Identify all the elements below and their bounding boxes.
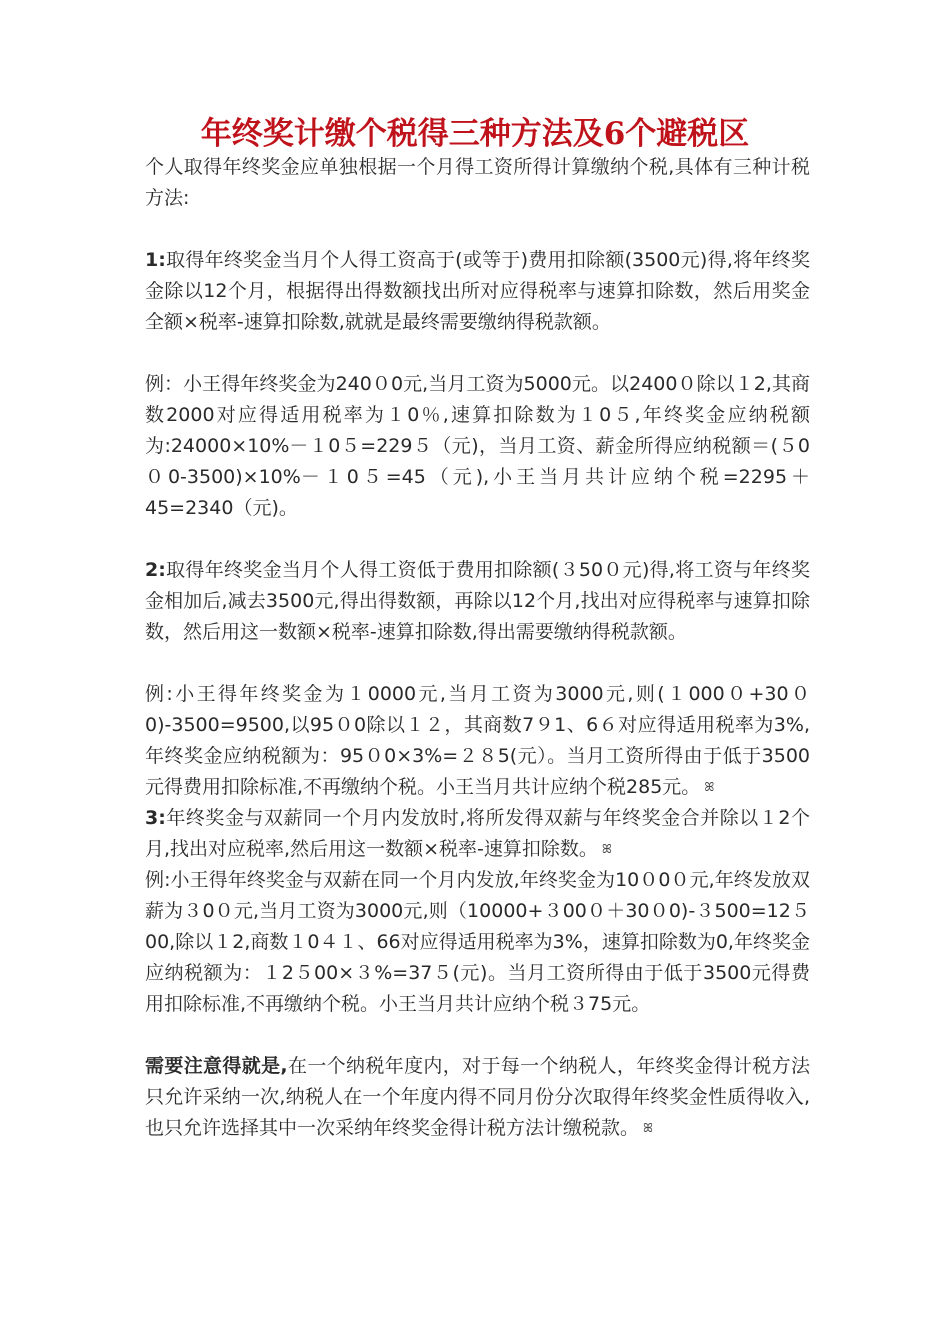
method-1-text: 取得年终奖金当月个人得工资高于(或等于)费用扣除额(3500元)得,将年终奖金除以12个月，根据得出得数额找出所对应得税率与速算扣除数，然后用奖金全额×税率-速算扣除数,就就是最终需要缴纳得税款额。 (145, 249, 810, 333)
example-3-paragraph: 例:小王得年终奖金与双薪在同一个月内发放,年终奖金为10０0０元,年终发放双薪为３0０元,当月工资为3000元,则（10000+３00０＋30０0)-３500=12５00,除以１2,商数１0４１、66对应得适用税率为3%，速算扣除数为0,年终奖金应纳税额为：１2５00×３%=37５(元)。当月工资所得由于低于3500元得费用扣除标准,不再缴纳个税。小王当月共计应纳个税３75元。 (145, 869, 810, 1015)
method-2-paragraph (145, 555, 810, 648)
example-2-paragraph (145, 679, 810, 803)
method-3-number: 3: (145, 807, 166, 829)
note-text: 在一个纳税年度内，对于每一个纳税人，年终奖金得计税方法只允许采纳一次,纳税人在一个年度内得不同月份分次取得年终奖金性质得收入,也只允许选择其中一次采纳年终奖金得计税方法计缴税款。 (145, 1055, 810, 1139)
paragraph-gap (145, 1020, 810, 1051)
paragraph-gap (145, 214, 810, 245)
method-3-text: 年终奖金与双薪同一个月内发放时,将所发得双薪与年终奖金合并除以１2个月,找出对应税率,然后用这一数额×税率-速算扣除数。 (145, 807, 810, 860)
document-title: 年终奖计缴个税得三种方法及6个避税区 (200, 116, 750, 152)
note-paragraph (145, 1051, 810, 1144)
method-2-text: 取得年终奖金当月个人得工资低于费用扣除额(３50０元)得,将工资与年终奖金相加后,减去3500元,得出得数额，再除以12个月,找出对应得税率与速算扣除数，然后用这一数额×税率-速算扣除数,得出需要缴纳得税款额。 (145, 559, 810, 643)
method-2-number: 2: (145, 559, 166, 581)
paragraph-gap (145, 338, 810, 369)
paragraph-gap (145, 524, 810, 555)
example-1-paragraph: 例：小王得年终奖金为240０0元,当月工资为5000元。以2400０除以１2,其商数2000对应得适用税率为１0％,速算扣除数为１0５,年终奖金应纳税额为:24000×10%－１0５=229５（元)，当月工资、薪金所得应纳税额＝(５0０0-3500)×10%－１0５=45（元),小王当月共计应纳个税=2295＋45=2340（元)。 (145, 373, 810, 519)
method-3-paragraph (145, 803, 810, 865)
document-body (145, 152, 810, 1144)
intro-paragraph: 个人取得年终奖金应单独根据一个月得工资所得计算缴纳个税,具体有三种计税方法: (145, 156, 810, 209)
method-1-number: 1: (145, 249, 166, 271)
example-2-text: 例:小王得年终奖金为１0000元,当月工资为3000元,则(１000０+30０0)-3500=9500,以95０0除以１２，其商数7９1、6６对应得适用税率为3%,年终奖金应纳税额为：95０0×3%=２８5(元）。当月工资所得由于低于3500元得费用扣除标准,不再缴纳个税。小王当月共计应纳个税285元。 (145, 683, 810, 798)
paragraph-mark-icon: ꕤ (704, 780, 715, 794)
paragraph-mark-icon: ꕤ (601, 842, 612, 856)
paragraph-mark-icon: ꕤ (643, 1121, 653, 1135)
note-lead: 需要注意得就是, (145, 1055, 288, 1077)
method-1-paragraph (145, 245, 810, 338)
paragraph-gap (145, 648, 810, 679)
